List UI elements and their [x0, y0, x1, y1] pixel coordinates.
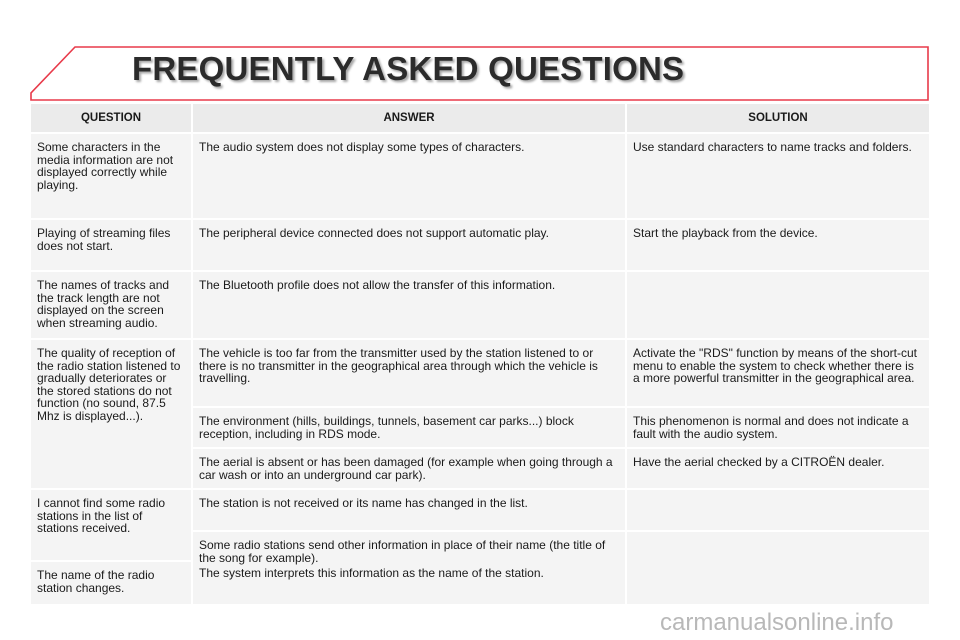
solution-cell: This phenomenon is normal and does not indicate a fault with the audio system. — [627, 408, 929, 447]
faq-table — [31, 104, 929, 604]
solution-cell: Activate the "RDS" function by means of the short-cut menu to enable the system to check whether there is a more powerful transmitter in the geographical area. — [627, 340, 929, 406]
answer-cell: The vehicle is too far from the transmitter used by the station listened to or there is no transmitter in the geographical area through which the vehicle is travelling. — [193, 340, 625, 406]
question-cell: Playing of streaming files does not start. — [31, 220, 191, 270]
column-header-answer: ANSWER — [193, 104, 625, 132]
answer-line: Some radio stations send other information in place of their name (the title of the song for example). — [199, 538, 606, 565]
question-cell: I cannot find some radio stations in the list of stations received. — [31, 490, 191, 560]
solution-cell — [627, 272, 929, 338]
answer-cell — [193, 532, 625, 604]
answer-cell: The Bluetooth profile does not allow the transfer of this information. — [193, 272, 625, 338]
answer-cell: The audio system does not display some types of characters. — [193, 134, 625, 218]
solution-cell: Have the aerial checked by a CITROËN dealer. — [627, 449, 929, 488]
question-cell: The names of tracks and the track length are not displayed on the screen when streaming audio. — [31, 272, 191, 338]
solution-cell: Use standard characters to name tracks and folders. — [627, 134, 929, 218]
answer-cell: The station is not received or its name has changed in the list. — [193, 490, 625, 530]
solution-cell: Start the playback from the device. — [627, 220, 929, 270]
solution-cell — [627, 532, 929, 604]
question-cell: The quality of reception of the radio station listened to gradually deteriorates or the stored stations do not function (no sound, 87.5 Mhz is displayed...). — [31, 340, 191, 488]
answer-cell: The peripheral device connected does not support automatic play. — [193, 220, 625, 270]
page-title: FREQUENTLY ASKED QUESTIONS — [132, 50, 685, 87]
question-cell: The name of the radio station changes. — [31, 562, 191, 604]
answer-cell: The aerial is absent or has been damaged (for example when going through a car wash or into an underground car park). — [193, 449, 625, 488]
answer-line: The system interprets this information as the name of the station. — [199, 566, 544, 580]
watermark: carmanualsonline.info — [660, 609, 894, 636]
column-header-question: QUESTION — [31, 104, 191, 132]
question-cell: Some characters in the media information are not displayed correctly while playing. — [31, 134, 191, 218]
column-header-solution: SOLUTION — [627, 104, 929, 132]
solution-cell — [627, 490, 929, 530]
answer-cell: The environment (hills, buildings, tunnels, basement car parks...) block reception, including in RDS mode. — [193, 408, 625, 447]
